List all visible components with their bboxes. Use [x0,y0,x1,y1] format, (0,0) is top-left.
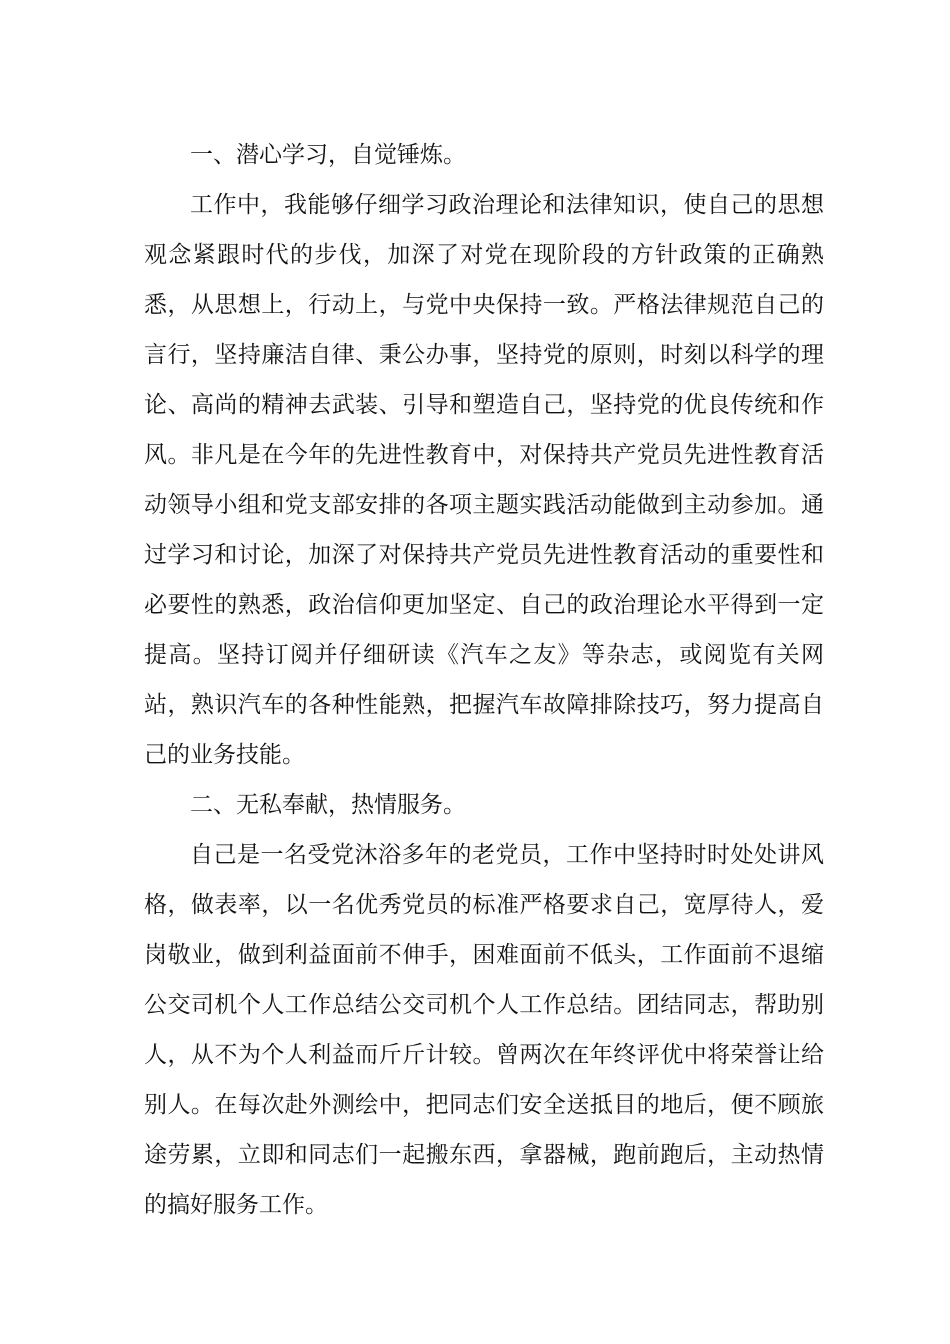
body-paragraph-2: 自己是一名受党沐浴多年的老党员，工作中坚持时时处处讲风格，做表率，以一名优秀党员的标准严格要求自己，宽厚待人，爱岗敬业，做到利益面前不伸手，困难面前不低头，工作面前不退缩公交司机个人工作总结公交司机个人工作总结。团结同志，帮助别人，从不为个人利益而斤斤计较。曾两次在年终评优中将荣誉让给别人。在每次赴外测绘中，把同志们安全送抵目的地后，便不顾旅途劳累，立即和同志们一起搬东西，拿器械，跑前跑后，主动热情的搞好服务工作。 [144,842,824,1218]
document-body [144,130,824,1230]
section-heading-2: 二、无私奉献，热情服务。 [190,792,466,818]
section-heading-1: 一、潜心学习，自觉锤炼。 [190,142,466,168]
body-paragraph-1: 工作中，我能够仔细学习政治理论和法律知识，使自己的思想观念紧跟时代的步伐，加深了对党在现阶段的方针政策的正确熟悉，从思想上，行动上，与党中央保持一致。严格法律规范自己的言行，坚持廉洁自律、秉公办事，坚持党的原则，时刻以科学的理论、高尚的精神去武装、引导和塑造自己，坚持党的优良传统和作风。非凡是在今年的先进性教育中，对保持共产党员先进性教育活动领导小组和党支部安排的各项主题实践活动能做到主动参加。通过学习和讨论，加深了对保持共产党员先进性教育活动的重要性和必要性的熟悉，政治信仰更加坚定、自己的政治理论水平得到一定提高。坚持订阅并仔细研读《汽车之友》等杂志，或阅览有关网站，熟识汽车的各种性能熟，把握汽车故障排除技巧，努力提高自己的业务技能。 [144,192,824,768]
